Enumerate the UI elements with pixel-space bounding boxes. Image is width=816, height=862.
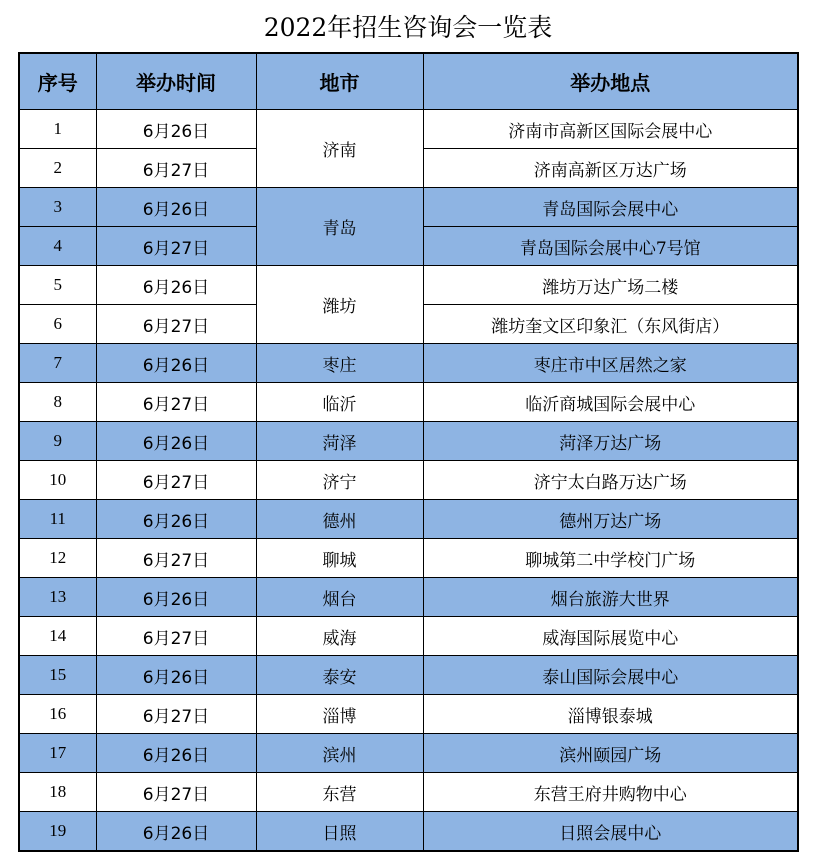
row-seq: 1 xyxy=(19,110,96,149)
row-seq: 14 xyxy=(19,617,96,656)
row-seq: 2 xyxy=(19,149,96,188)
row-date: 6月26日 xyxy=(96,812,256,852)
table-row xyxy=(19,383,798,422)
table-row xyxy=(19,110,798,149)
row-date: 6月26日 xyxy=(96,110,256,149)
row-venue: 东营王府井购物中心 xyxy=(423,773,798,812)
row-city: 聊城 xyxy=(256,539,423,578)
row-city: 济南 xyxy=(256,110,423,188)
row-date: 6月26日 xyxy=(96,656,256,695)
header-venue: 举办地点 xyxy=(423,53,798,110)
row-seq: 8 xyxy=(19,383,96,422)
row-city: 德州 xyxy=(256,500,423,539)
row-venue: 菏泽万达广场 xyxy=(423,422,798,461)
row-date: 6月27日 xyxy=(96,461,256,500)
row-venue: 潍坊万达广场二楼 xyxy=(423,266,798,305)
table-row xyxy=(19,656,798,695)
row-venue: 威海国际展览中心 xyxy=(423,617,798,656)
row-city: 东营 xyxy=(256,773,423,812)
row-city: 菏泽 xyxy=(256,422,423,461)
row-seq: 6 xyxy=(19,305,96,344)
table-row xyxy=(19,500,798,539)
table-row xyxy=(19,188,798,227)
row-seq: 10 xyxy=(19,461,96,500)
row-date: 6月26日 xyxy=(96,188,256,227)
header-city: 地市 xyxy=(256,53,423,110)
row-seq: 16 xyxy=(19,695,96,734)
table-row xyxy=(19,461,798,500)
row-city: 潍坊 xyxy=(256,266,423,344)
row-seq: 9 xyxy=(19,422,96,461)
row-date: 6月26日 xyxy=(96,500,256,539)
table-row xyxy=(19,695,798,734)
row-venue: 济南市高新区国际会展中心 xyxy=(423,110,798,149)
table-row xyxy=(19,578,798,617)
row-city: 济宁 xyxy=(256,461,423,500)
row-date: 6月27日 xyxy=(96,305,256,344)
row-seq: 12 xyxy=(19,539,96,578)
table-header xyxy=(19,53,798,110)
header-date: 举办时间 xyxy=(96,53,256,110)
table-row xyxy=(19,422,798,461)
row-date: 6月27日 xyxy=(96,227,256,266)
row-venue: 枣庄市中区居然之家 xyxy=(423,344,798,383)
row-seq: 3 xyxy=(19,188,96,227)
row-venue: 聊城第二中学校门广场 xyxy=(423,539,798,578)
row-venue: 青岛国际会展中心7号馆 xyxy=(423,227,798,266)
table-row xyxy=(19,344,798,383)
row-city: 威海 xyxy=(256,617,423,656)
row-date: 6月27日 xyxy=(96,773,256,812)
row-seq: 5 xyxy=(19,266,96,305)
row-date: 6月27日 xyxy=(96,617,256,656)
row-date: 6月26日 xyxy=(96,422,256,461)
row-venue: 淄博银泰城 xyxy=(423,695,798,734)
row-date: 6月27日 xyxy=(96,383,256,422)
row-seq: 19 xyxy=(19,812,96,852)
row-date: 6月26日 xyxy=(96,734,256,773)
row-venue: 德州万达广场 xyxy=(423,500,798,539)
row-venue: 滨州颐园广场 xyxy=(423,734,798,773)
row-city: 临沂 xyxy=(256,383,423,422)
row-date: 6月26日 xyxy=(96,266,256,305)
row-venue: 济宁太白路万达广场 xyxy=(423,461,798,500)
table-row xyxy=(19,734,798,773)
row-venue: 日照会展中心 xyxy=(423,812,798,852)
row-venue: 青岛国际会展中心 xyxy=(423,188,798,227)
table-row xyxy=(19,266,798,305)
row-date: 6月27日 xyxy=(96,695,256,734)
page-title: 2022年招生咨询会一览表 xyxy=(263,13,553,42)
header-row xyxy=(19,53,798,110)
table-row xyxy=(19,539,798,578)
recruitment-fair-table xyxy=(18,52,799,852)
row-city: 烟台 xyxy=(256,578,423,617)
row-venue: 济南高新区万达广场 xyxy=(423,149,798,188)
row-venue: 临沂商城国际会展中心 xyxy=(423,383,798,422)
table-body xyxy=(19,110,798,852)
row-seq: 17 xyxy=(19,734,96,773)
row-seq: 11 xyxy=(19,500,96,539)
row-city: 日照 xyxy=(256,812,423,852)
row-seq: 15 xyxy=(19,656,96,695)
row-seq: 18 xyxy=(19,773,96,812)
row-date: 6月27日 xyxy=(96,539,256,578)
row-city: 枣庄 xyxy=(256,344,423,383)
row-date: 6月27日 xyxy=(96,149,256,188)
row-seq: 13 xyxy=(19,578,96,617)
row-venue: 泰山国际会展中心 xyxy=(423,656,798,695)
header-seq: 序号 xyxy=(19,53,96,110)
row-seq: 7 xyxy=(19,344,96,383)
row-date: 6月26日 xyxy=(96,344,256,383)
row-venue: 烟台旅游大世界 xyxy=(423,578,798,617)
table-row xyxy=(19,773,798,812)
row-city: 滨州 xyxy=(256,734,423,773)
row-venue: 潍坊奎文区印象汇（东风街店） xyxy=(423,305,798,344)
row-city: 青岛 xyxy=(256,188,423,266)
row-city: 泰安 xyxy=(256,656,423,695)
row-city: 淄博 xyxy=(256,695,423,734)
table-row xyxy=(19,617,798,656)
row-date: 6月26日 xyxy=(96,578,256,617)
table-row xyxy=(19,812,798,852)
row-seq: 4 xyxy=(19,227,96,266)
